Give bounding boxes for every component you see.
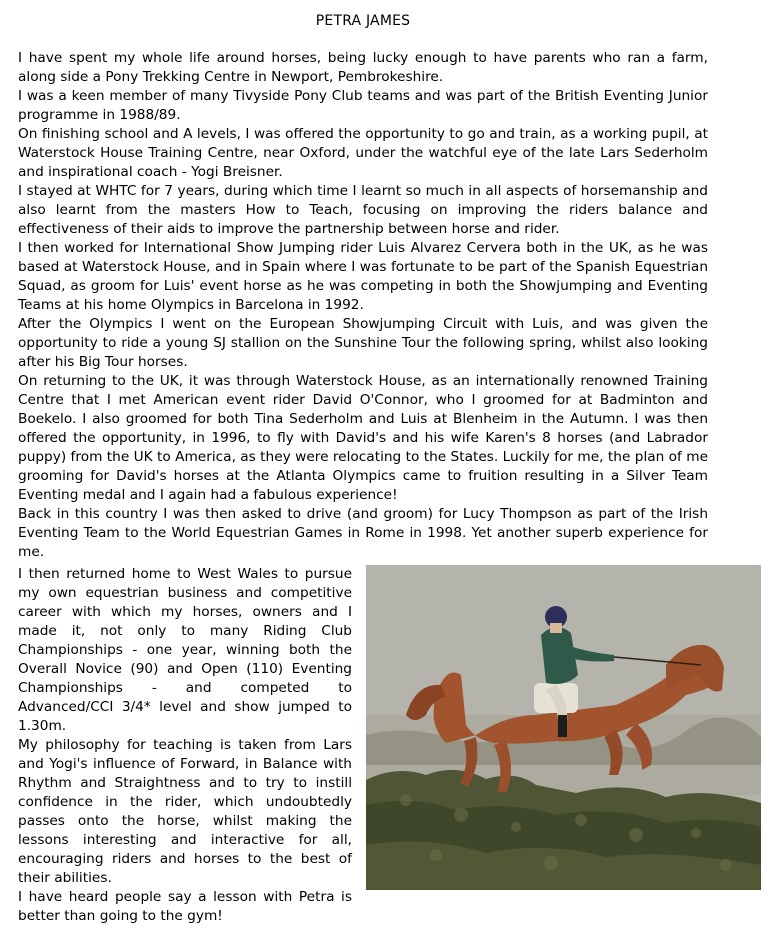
paragraph: I stayed at WHTC for 7 years, during which time I learnt so much in all aspects of horsemanship and also learnt from the masters How to Teach, focusing on improving the riders balance and effectiveness of their aids to improve the partnership between horse and rider. [18,183,708,237]
paragraph: After the Olympics I went on the European Showjumping Circuit with Luis, and was given the opportunity to ride a young SJ stallion on the Sunshine Tour the following spring, whilst also looking after his Big Tour horses. [18,316,708,370]
page-title: PETRA JAMES [315,13,411,29]
horse-jumping-hedge-photo [366,565,761,890]
biography-left-column [18,565,352,926]
paragraph: On returning to the UK, it was through Waterstock House, as an internationally renowned Training Centre that I met American event rider David O'Connor, who I groomed for at Badminton and Boekelo. I also groomed for both Tina Sederholm and Luis at Blenheim in the Autumn. I was then offered the opportunity, in 1996, to fly with David's and his wife Karen's 8 horses (and Labrador puppy) from the UK to America, as they were relocating to the States. Luckily for me, the plan of me grooming for David's horses at the Atlanta Olympics came to fruition resulting in a Silver Team Eventing medal and I again had a fabulous experience! [18,373,708,503]
paragraph: My philosophy for teaching is taken from Lars and Yogi's influence of Forward, in Balance with Rhythm and Straightness and to try to instill confidence in the rider, which undoubtedly passes onto the horse, whilst making the lessons interesting and interactive for all, encouraging riders and horses to the best of their abilities. [18,737,352,886]
paragraph: I have spent my whole life around horses, being lucky enough to have parents who ran a farm, along side a Pony Trekking Centre in Newport, Pembrokeshire. [18,50,708,85]
paragraph: I was a keen member of many Tivyside Pony Club teams and was part of the British Eventing Junior programme in 1988/89. [18,88,708,123]
biography-top-section [18,49,708,562]
paragraph: I have heard people say a lesson with Petra is better than going to the gym! [18,889,352,924]
paragraph: I then returned home to West Wales to pursue my own equestrian business and competitive career with which my horses, owners and I made it, not only to many Riding Club Championships - one year, winning both the Overall Novice (90) and Open (110) Eventing Championships - and competed to Advanced/CCI 3/4* level and show jumped to 1.30m. [18,566,352,734]
photo-illustration [366,565,761,890]
paragraph: On finishing school and A levels, I was offered the opportunity to go and train, as a working pupil, at Waterstock House Training Centre, near Oxford, under the watchful eye of the late Lars Sederholm and inspirational coach - Yogi Breisner. [18,126,708,180]
paragraph: I then worked for International Show Jumping rider Luis Alvarez Cervera both in the UK, as he was based at Waterstock House, and in Spain where I was fortunate to be part of the Spanish Equestrian Squad, as groom for Luis' event horse as he was competing in both the Showjumping and Eventing Teams at his home Olympics in Barcelona in 1992. [18,240,708,313]
paragraph: Back in this country I was then asked to drive (and groom) for Lucy Thompson as part of the Irish Eventing Team to the World Equestrian Games in Rome in 1998. Yet another superb experience for me. [18,506,708,560]
